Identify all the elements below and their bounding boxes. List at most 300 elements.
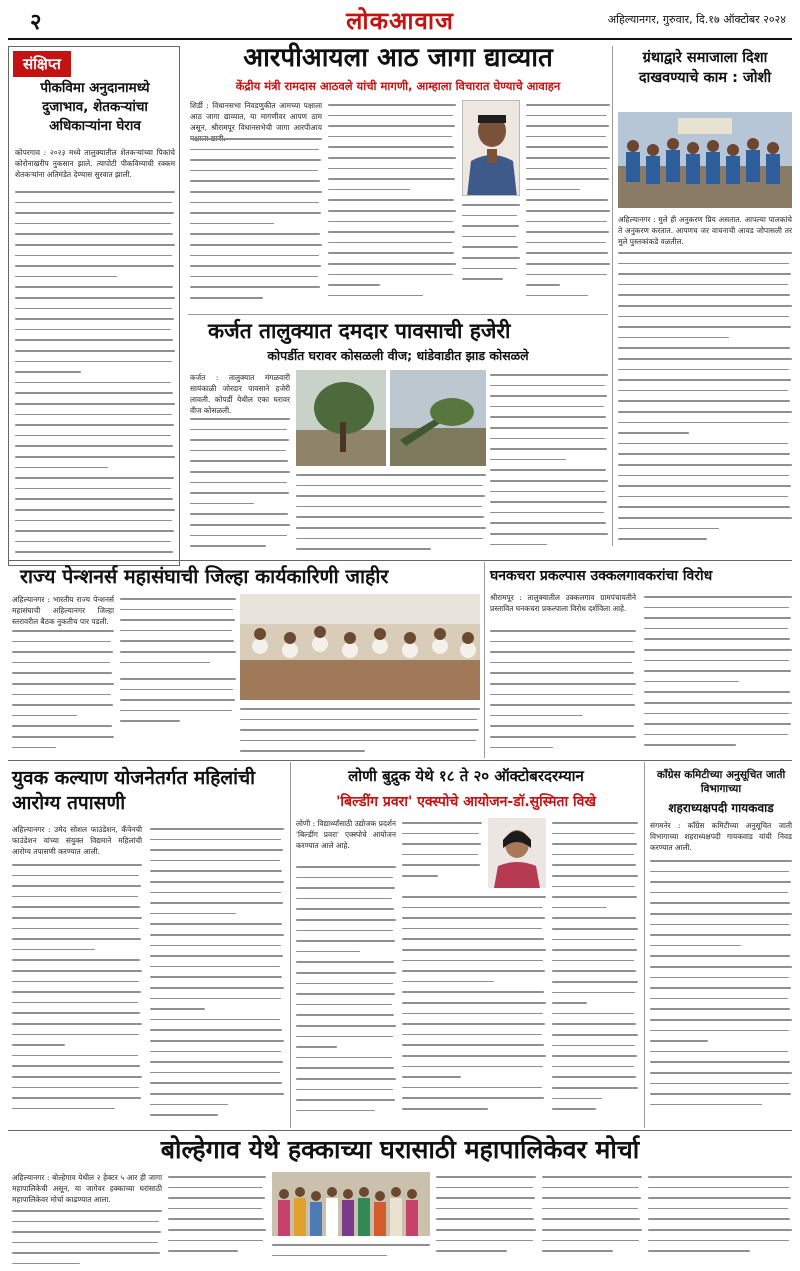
text-line (12, 970, 142, 972)
text-line (648, 1250, 750, 1252)
loni-col-2a (402, 818, 482, 886)
text-line (650, 1008, 790, 1010)
text-line (618, 475, 789, 477)
text-line (150, 1040, 284, 1042)
text-line (296, 930, 393, 932)
text-line (190, 418, 290, 420)
text-line (552, 1023, 636, 1025)
text-line (542, 1187, 639, 1189)
text-line (618, 369, 789, 371)
text-line (650, 1093, 791, 1095)
text-line (12, 1023, 142, 1025)
text-line (644, 670, 791, 672)
text-line (650, 860, 792, 862)
text-line (552, 907, 607, 909)
page-number: २ (30, 10, 42, 35)
text-line (150, 870, 282, 872)
text-line (552, 854, 634, 856)
text-line (168, 1197, 265, 1199)
text-line (15, 297, 175, 299)
text-line (296, 1057, 392, 1059)
sidebar-headline: पीकविमा अनुदानामध्ये दुजाभाव, शेतकऱ्यांचा अधिकाऱ्यांना घेराव (40, 80, 150, 134)
text-line (240, 708, 480, 710)
text-line (12, 715, 77, 717)
text-line (650, 1072, 792, 1074)
text-line (402, 1013, 543, 1015)
text-line (402, 960, 543, 962)
text-line (436, 1208, 532, 1210)
text-line (190, 191, 322, 193)
text-line (618, 358, 792, 360)
masthead: लोकआवाज (346, 7, 454, 34)
text-line (650, 902, 790, 904)
text-line (328, 178, 455, 180)
text-line (402, 938, 544, 940)
text-line (190, 535, 287, 537)
text-line (190, 297, 263, 299)
text-line (552, 992, 635, 994)
text-line (402, 875, 438, 877)
text-line (12, 1108, 115, 1110)
text-line (552, 1087, 638, 1089)
text-line (618, 422, 789, 424)
text-line (490, 501, 607, 503)
text-line (618, 316, 789, 318)
text-line (526, 295, 588, 297)
text-line (296, 972, 396, 974)
text-line (296, 993, 395, 995)
text-line (402, 1002, 546, 1004)
text-line (150, 1019, 280, 1021)
loni-col-3 (552, 818, 638, 1126)
text-line (12, 949, 95, 951)
text-line (552, 1076, 636, 1078)
karjat-col-3 (490, 370, 608, 554)
text-line (526, 231, 609, 233)
sidebar-box (8, 46, 180, 566)
text-line (12, 1210, 162, 1212)
text-line (402, 928, 542, 930)
text-line (12, 683, 114, 685)
section-rule (8, 560, 792, 561)
ghankachra-col-1 (490, 626, 636, 756)
text-line (150, 1008, 205, 1010)
text-line (618, 347, 790, 349)
text-line (462, 268, 517, 270)
text-line (618, 443, 788, 445)
text-line (650, 966, 792, 968)
text-line (542, 1197, 641, 1199)
text-line (12, 1263, 80, 1264)
text-line (15, 339, 173, 341)
pension-col-3 (120, 674, 236, 756)
text-line (296, 527, 486, 529)
text-line (12, 672, 112, 674)
right-headline: ग्रंथाद्वारे समाजाला दिशा दाखवण्याचे काम : जोशी (638, 50, 772, 86)
minister-portrait (462, 100, 520, 196)
congress-body (650, 856, 792, 1126)
loni-col-2b (402, 892, 546, 1126)
text-line (644, 638, 790, 640)
text-line (618, 284, 788, 286)
text-line (328, 284, 380, 286)
text-line (15, 530, 174, 532)
text-line (168, 1218, 264, 1220)
text-line (190, 202, 319, 204)
congress-headline-small: काँग्रेस कमिटीच्या अनुसूचित जाती विभागाच्या (656, 769, 786, 795)
text-line (490, 438, 605, 440)
text-line (12, 641, 111, 643)
text-line (552, 843, 637, 845)
text-line (15, 541, 171, 543)
bottom-col-3 (436, 1172, 536, 1264)
text-line (402, 991, 544, 993)
text-line (436, 1240, 533, 1242)
text-line (650, 881, 791, 883)
text-line (15, 318, 174, 320)
text-line (190, 212, 321, 214)
text-line (12, 864, 142, 866)
text-line (190, 492, 289, 494)
text-line (526, 252, 608, 254)
pension-col-1 (12, 626, 114, 756)
right-body (618, 248, 792, 546)
text-line (618, 517, 792, 519)
text-line (12, 1252, 160, 1254)
text-line (15, 329, 171, 331)
text-line (490, 374, 608, 376)
text-line (402, 1097, 544, 1099)
text-line (190, 276, 318, 278)
congress-lead: संगमनेर : काँग्रेस कमिटीच्या अनुसूचित जाती विभागाच्या शहराध्यक्षपदी गायकवाड यांची निवड करण्यात आली. (650, 821, 792, 852)
text-line (328, 210, 456, 212)
text-line (552, 960, 634, 962)
text-line (552, 896, 637, 898)
text-line (150, 849, 283, 851)
text-line (12, 1097, 141, 1099)
text-line (526, 210, 610, 212)
text-line (462, 257, 520, 259)
column-rule (290, 762, 291, 1128)
text-line (526, 178, 609, 180)
text-line (618, 496, 788, 498)
text-line (490, 672, 634, 674)
text-line (12, 1034, 139, 1036)
right-lead: अहिल्यानगर : मुले ही अनुकरण प्रिय असतात. आपल्या पालकांचे ते अनुकरण करतात. आपणच जर वाचनाची आवड जोपासली तर मुले पुस्तकांकडे वळतील. (618, 215, 792, 246)
text-line (12, 1055, 138, 1057)
text-line (168, 1187, 263, 1189)
text-line (526, 284, 560, 286)
text-line (650, 871, 789, 873)
text-line (296, 1014, 394, 1016)
karjat-headline: कर्जत तालुक्यात दमदार पावसाची हजेरी (208, 319, 511, 343)
text-line (490, 522, 606, 524)
text-line (15, 371, 81, 373)
text-line (526, 263, 610, 265)
text-line (552, 822, 638, 824)
text-line (296, 538, 483, 540)
bottom-caption (272, 1240, 430, 1264)
text-line (168, 1250, 238, 1252)
text-line (644, 628, 788, 630)
text-line (552, 833, 635, 835)
text-line (436, 1176, 536, 1178)
text-line (240, 719, 477, 721)
text-line (542, 1176, 642, 1178)
text-line (650, 1030, 789, 1032)
top-lead: शिर्डी : विधानसभा निवडणुकीत आमच्या पक्षाला आठ जागा द्याव्यात, या मागणीवर आपण ठाम असून, श्रीरामपूर विधानसभेची जागा आरपीआय (190, 101, 322, 132)
text-line (15, 276, 117, 278)
text-line (15, 498, 173, 500)
text-line (120, 609, 233, 611)
text-line (190, 482, 287, 484)
text-line (296, 1078, 396, 1080)
text-line (526, 104, 610, 106)
text-line (644, 702, 792, 704)
karjat-lead: कर्जत : तालुक्यात मंगळवारी सायंकाळी जोरदार पावसाने हजेरी लावली. कोपर्डी येथील एका घरावर वीज कोसळली. (190, 373, 290, 415)
text-line (120, 630, 232, 632)
text-line (296, 983, 393, 985)
text-line (150, 987, 284, 989)
text-line (15, 212, 174, 214)
text-line (15, 435, 171, 437)
text-line (462, 278, 503, 280)
text-line (648, 1208, 788, 1210)
text-line (650, 1061, 790, 1063)
top-headline: आरपीआयला आठ जागा द्याव्यात (243, 43, 553, 73)
text-line (12, 1012, 140, 1014)
text-line (650, 1019, 792, 1021)
text-line (15, 233, 173, 235)
text-line (296, 1025, 396, 1027)
text-line (402, 896, 546, 898)
text-line (490, 533, 608, 535)
text-line (526, 136, 606, 138)
text-line (12, 725, 112, 727)
text-line (644, 660, 789, 662)
text-line (490, 448, 607, 450)
text-line (644, 596, 792, 598)
text-line (402, 1066, 543, 1068)
yuvak-col-1 (12, 860, 142, 1126)
pension-col-4 (240, 704, 480, 756)
text-line (190, 255, 319, 257)
text-line (328, 125, 455, 127)
text-line (526, 168, 607, 170)
loni-subhead: 'बिल्डींग प्रवरा' एक्स्पोचे आयोजन-डॉ.सुस्मिता विखे (336, 794, 596, 810)
text-line (526, 189, 580, 191)
text-line (526, 157, 610, 159)
text-line (12, 928, 139, 930)
loni-col-1 (296, 862, 396, 1126)
text-line (618, 390, 788, 392)
ghankachra-headline: घनकचरा प्रकल्पास उक्कलगावकरांचा विरोध (490, 568, 713, 584)
text-line (120, 619, 235, 621)
text-line (12, 747, 56, 749)
text-line (168, 1229, 266, 1231)
text-line (150, 1029, 282, 1031)
text-line (650, 998, 788, 1000)
text-line (552, 1013, 634, 1015)
text-line (552, 1002, 587, 1004)
text-line (490, 736, 636, 738)
text-line (552, 970, 636, 972)
text-line (526, 146, 608, 148)
text-line (190, 503, 254, 505)
text-line (490, 725, 634, 727)
text-line (552, 1034, 638, 1036)
yuvak-col-2 (150, 824, 284, 1126)
text-line (648, 1218, 790, 1220)
text-line (168, 1176, 266, 1178)
text-line (462, 236, 516, 238)
text-line (402, 1044, 544, 1046)
meeting-photo (240, 594, 480, 700)
header-rule (8, 38, 792, 40)
text-line (190, 180, 320, 182)
protest-photo (272, 1172, 430, 1236)
text-line (648, 1240, 789, 1242)
text-line (120, 699, 235, 701)
text-line (12, 694, 111, 696)
text-line (490, 512, 604, 514)
text-line (150, 945, 281, 947)
text-line (296, 495, 485, 497)
text-line (296, 1046, 337, 1048)
text-line (552, 1055, 637, 1057)
text-line (490, 683, 636, 685)
text-line (272, 1255, 387, 1257)
text-line (120, 720, 180, 722)
karjat-col-1 (190, 414, 290, 554)
text-line (490, 406, 604, 408)
text-line (12, 981, 139, 983)
text-line (650, 913, 792, 915)
text-line (150, 966, 280, 968)
text-line (15, 265, 174, 267)
text-line (150, 1093, 284, 1095)
text-line (402, 949, 546, 951)
text-line (552, 1066, 634, 1068)
text-line (190, 159, 321, 161)
ghankachra-col-2 (644, 592, 792, 756)
text-line (150, 881, 284, 883)
text-line (644, 681, 739, 683)
text-line (328, 168, 453, 170)
text-line (296, 951, 360, 953)
text-line (644, 713, 789, 715)
text-line (644, 607, 789, 609)
text-line (150, 913, 236, 915)
text-line (296, 485, 483, 487)
text-line (150, 1104, 228, 1106)
text-line (15, 477, 174, 479)
text-line (190, 513, 288, 515)
text-line (618, 379, 791, 381)
text-line (296, 898, 392, 900)
text-line (120, 598, 236, 600)
text-line (552, 917, 636, 919)
text-line (618, 411, 792, 413)
text-line (650, 977, 789, 979)
text-line (644, 723, 791, 725)
text-line (120, 678, 236, 680)
text-line (402, 1076, 461, 1078)
top-col-2 (328, 100, 456, 310)
pension-headline: राज्य पेन्शनर्स महासंघाची जिल्हा कार्यकारिणी जाहीर (20, 565, 389, 588)
text-line (618, 432, 689, 434)
text-line (436, 1229, 536, 1231)
text-line (120, 640, 234, 642)
text-line (150, 892, 281, 894)
text-line (296, 866, 396, 868)
text-line (436, 1218, 534, 1220)
text-line (552, 939, 635, 941)
text-line (15, 361, 172, 363)
text-line (190, 439, 289, 441)
bottom-col-1 (12, 1206, 162, 1264)
text-line (650, 987, 791, 989)
text-line (618, 538, 707, 540)
text-line (15, 414, 172, 416)
text-line (618, 273, 791, 275)
bottom-col-5 (648, 1172, 792, 1264)
text-line (644, 734, 788, 736)
text-line (402, 822, 482, 824)
loni-lead: लोणी : विद्यार्थ्यांसाठी उद्योजक प्रदर्शन 'बिल्डींग प्रवरा' एक्स्पोचे आयोजन करण्यात आले आहे. (296, 819, 396, 850)
text-line (490, 704, 635, 706)
text-line (296, 1099, 395, 1101)
text-line (648, 1197, 791, 1199)
column-rule (612, 46, 613, 546)
text-line (12, 991, 141, 993)
text-line (542, 1229, 642, 1231)
bottom-col-4 (542, 1172, 642, 1264)
text-line (490, 459, 566, 461)
text-line (618, 453, 790, 455)
text-line (490, 469, 606, 471)
text-line (328, 242, 452, 244)
text-line (618, 464, 792, 466)
text-line (15, 244, 175, 246)
text-line (150, 1082, 282, 1084)
text-line (12, 1044, 65, 1046)
text-line (462, 225, 519, 227)
text-line (296, 908, 394, 910)
text-line (15, 382, 171, 384)
text-line (402, 970, 545, 972)
text-line (328, 157, 456, 159)
text-line (402, 1023, 545, 1025)
text-line (190, 170, 318, 172)
text-line (15, 488, 171, 490)
text-line (296, 1004, 392, 1006)
text-line (120, 710, 232, 712)
text-line (490, 416, 606, 418)
text-line (490, 480, 608, 482)
text-line (650, 1104, 762, 1106)
text-line (490, 630, 636, 632)
text-line (552, 1108, 596, 1110)
text-line (12, 906, 140, 908)
karjat-subhead: कोपर्डीत घरावर कोसळली वीज; धांडेवाडीत झाड कोसळले (267, 348, 529, 363)
text-line (644, 617, 791, 619)
text-line (240, 729, 479, 731)
top-col-4 (526, 100, 610, 310)
text-line (328, 221, 453, 223)
text-line (296, 877, 393, 879)
text-line (150, 1061, 283, 1063)
